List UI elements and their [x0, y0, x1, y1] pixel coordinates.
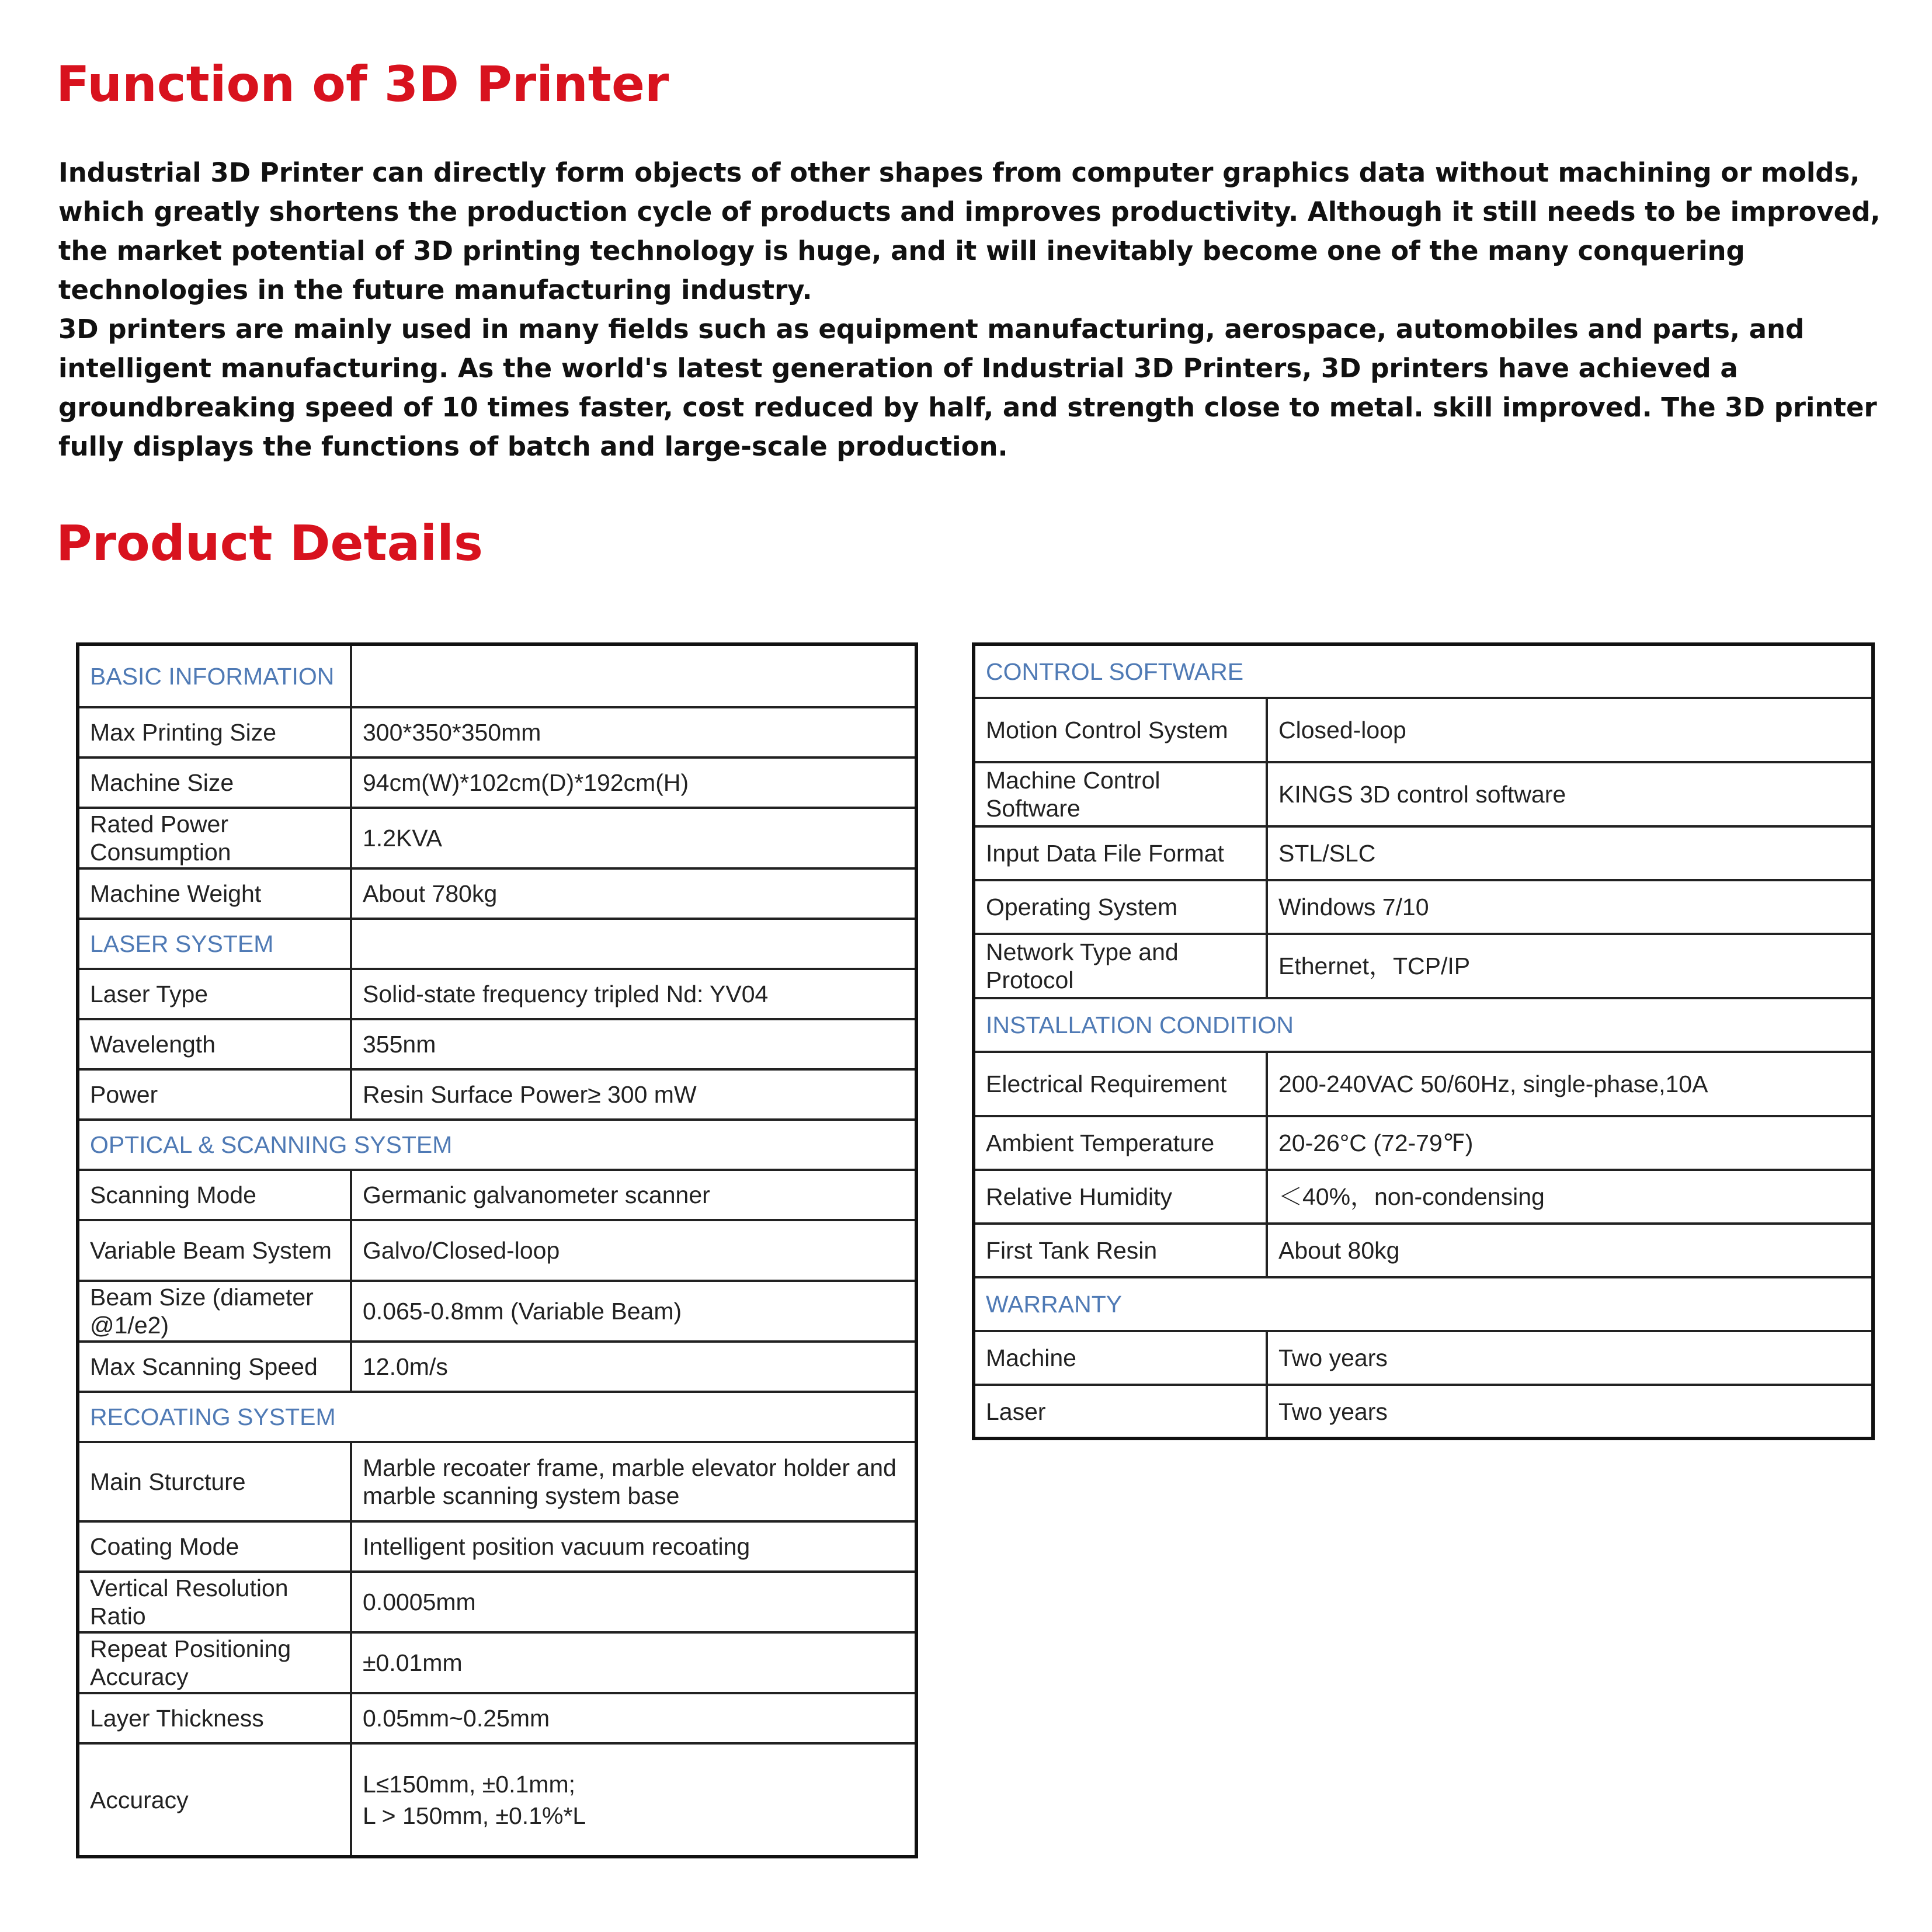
- section-title: BASIC INFORMATION: [78, 644, 351, 707]
- spec-value: 0.065-0.8mm (Variable Beam): [351, 1281, 916, 1342]
- spec-table-left: [76, 642, 918, 1858]
- spec-label: Scanning Mode: [78, 1170, 351, 1220]
- spec-label: Machine Weight: [78, 868, 351, 919]
- table-row: [974, 1224, 1873, 1277]
- section-title: OPTICAL & SCANNING SYSTEM: [78, 1120, 916, 1170]
- section-title: LASER SYSTEM: [78, 919, 351, 969]
- spec-label: Layer Thickness: [78, 1693, 351, 1743]
- empty-cell: [351, 644, 916, 707]
- spec-value: Marble recoater frame, marble elevator holder and marble scanning system base: [351, 1442, 916, 1521]
- table-row: [78, 969, 916, 1019]
- function-paragraph-1: Industrial 3D Printer can directly form objects of other shapes from computer graphics data without machining or molds, which greatly shortens the production cycle of products and improves productivity. Although it still needs to be improved, the market potential of 3D printing technology is huge, and it will inevitably become one of the many conquering technologies in the future manufacturing industry.: [58, 157, 1881, 305]
- spec-value: 355nm: [351, 1019, 916, 1069]
- table-row: [974, 698, 1873, 762]
- spec-label: Repeat Positioning Accuracy: [78, 1632, 351, 1693]
- table-row: [78, 1632, 916, 1693]
- spec-value: Galvo/Closed-loop: [351, 1220, 916, 1281]
- spec-label: Operating System: [974, 880, 1267, 934]
- spec-value: About 80kg: [1267, 1224, 1873, 1277]
- spec-label: Motion Control System: [974, 698, 1267, 762]
- spec-label: Relative Humidity: [974, 1170, 1267, 1224]
- spec-label: Rated Power Consumption: [78, 808, 351, 868]
- table-row: [78, 1693, 916, 1743]
- table-row: [974, 934, 1873, 998]
- table-row: [78, 1019, 916, 1069]
- spec-value: 94cm(W)*102cm(D)*192cm(H): [351, 757, 916, 808]
- table-row: [78, 707, 916, 757]
- table-row: [78, 1342, 916, 1392]
- section-title: CONTROL SOFTWARE: [974, 644, 1873, 698]
- table-row: [974, 1170, 1873, 1224]
- function-description: [58, 153, 1881, 466]
- table-row: [974, 1116, 1873, 1170]
- spec-value-line: L≤150mm, ±0.1mm;: [363, 1770, 575, 1798]
- spec-value: Windows 7/10: [1267, 880, 1873, 934]
- spec-label: Machine Size: [78, 757, 351, 808]
- spec-label: Machine: [974, 1331, 1267, 1385]
- product-details-title: Product Details: [56, 515, 483, 572]
- spec-value: Ethernet，TCP/IP: [1267, 934, 1873, 998]
- table-row: [974, 826, 1873, 880]
- spec-value: 20-26°C (72-79℉): [1267, 1116, 1873, 1170]
- spec-label: Variable Beam System: [78, 1220, 351, 1281]
- table-row: [974, 880, 1873, 934]
- table-row: [78, 1220, 916, 1281]
- spec-value: STL/SLC: [1267, 826, 1873, 880]
- spec-value: 12.0m/s: [351, 1342, 916, 1392]
- spec-value: ＜40%，non-condensing: [1267, 1170, 1873, 1224]
- function-title: Function of 3D Printer: [56, 55, 669, 113]
- table-row: [78, 1281, 916, 1342]
- section-row-control-software: [974, 644, 1873, 698]
- spec-label: Max Printing Size: [78, 707, 351, 757]
- spec-label: Laser: [974, 1385, 1267, 1438]
- table-row: [974, 762, 1873, 826]
- spec-value: Intelligent position vacuum recoating: [351, 1521, 916, 1572]
- spec-label: Ambient Temperature: [974, 1116, 1267, 1170]
- section-row-basic-information: [78, 644, 916, 707]
- spec-label: Coating Mode: [78, 1521, 351, 1572]
- section-title: WARRANTY: [974, 1277, 1873, 1331]
- spec-value: KINGS 3D control software: [1267, 762, 1873, 826]
- spec-label: Laser Type: [78, 969, 351, 1019]
- table-row: [78, 1170, 916, 1220]
- section-row-installation-condition: [974, 998, 1873, 1052]
- table-row: [974, 1331, 1873, 1385]
- spec-value-line: L > 150mm, ±0.1%*L: [363, 1802, 586, 1829]
- section-row-warranty: [974, 1277, 1873, 1331]
- spec-value: Germanic galvanometer scanner: [351, 1170, 916, 1220]
- table-row: [78, 1069, 916, 1120]
- spec-label: Vertical Resolution Ratio: [78, 1572, 351, 1632]
- spec-label: First Tank Resin: [974, 1224, 1267, 1277]
- table-row: [974, 1052, 1873, 1116]
- spec-label: Accuracy: [78, 1743, 351, 1857]
- section-row-optical-scanning-system: [78, 1120, 916, 1170]
- spec-label: Machine Control Software: [974, 762, 1267, 826]
- table-row: [78, 1572, 916, 1632]
- spec-value: Solid-state frequency tripled Nd: YV04: [351, 969, 916, 1019]
- spec-value: Two years: [1267, 1385, 1873, 1438]
- spec-label: Max Scanning Speed: [78, 1342, 351, 1392]
- section-title: INSTALLATION CONDITION: [974, 998, 1873, 1052]
- spec-value: [351, 1743, 916, 1857]
- table-row: [78, 1442, 916, 1521]
- table-row: [78, 1521, 916, 1572]
- spec-value: 1.2KVA: [351, 808, 916, 868]
- spec-value: Closed-loop: [1267, 698, 1873, 762]
- table-row: [78, 1743, 916, 1857]
- spec-value: ±0.01mm: [351, 1632, 916, 1693]
- empty-cell: [351, 919, 916, 969]
- spec-label: Wavelength: [78, 1019, 351, 1069]
- spec-value: 300*350*350mm: [351, 707, 916, 757]
- spec-label: Beam Size (diameter @1/e2): [78, 1281, 351, 1342]
- spec-value: About 780kg: [351, 868, 916, 919]
- spec-value: 200-240VAC 50/60Hz, single-phase,10A: [1267, 1052, 1873, 1116]
- spec-value: 0.05mm~0.25mm: [351, 1693, 916, 1743]
- table-row: [78, 868, 916, 919]
- spec-label: Main Sturcture: [78, 1442, 351, 1521]
- section-row-laser-system: [78, 919, 916, 969]
- table-row: [974, 1385, 1873, 1438]
- spec-label: Electrical Requirement: [974, 1052, 1267, 1116]
- section-row-recoating-system: [78, 1392, 916, 1442]
- spec-value: Two years: [1267, 1331, 1873, 1385]
- spec-value: 0.0005mm: [351, 1572, 916, 1632]
- spec-value: Resin Surface Power≥ 300 mW: [351, 1069, 916, 1120]
- spec-label: Input Data File Format: [974, 826, 1267, 880]
- section-title: RECOATING SYSTEM: [78, 1392, 916, 1442]
- table-row: [78, 757, 916, 808]
- spec-label: Power: [78, 1069, 351, 1120]
- spec-label: Network Type and Protocol: [974, 934, 1267, 998]
- function-paragraph-2: 3D printers are mainly used in many fields such as equipment manufacturing, aerospace, automobiles and parts, and intelligent manufacturing. As the world's latest generation of Industrial 3D Printers, 3D printers have achieved a groundbreaking speed of 10 times faster, cost reduced by half, and strength close to metal. skill improved. The 3D printer fully displays the functions of batch and large-scale production.: [58, 314, 1877, 462]
- spec-table-right: [972, 642, 1875, 1440]
- table-row: [78, 808, 916, 868]
